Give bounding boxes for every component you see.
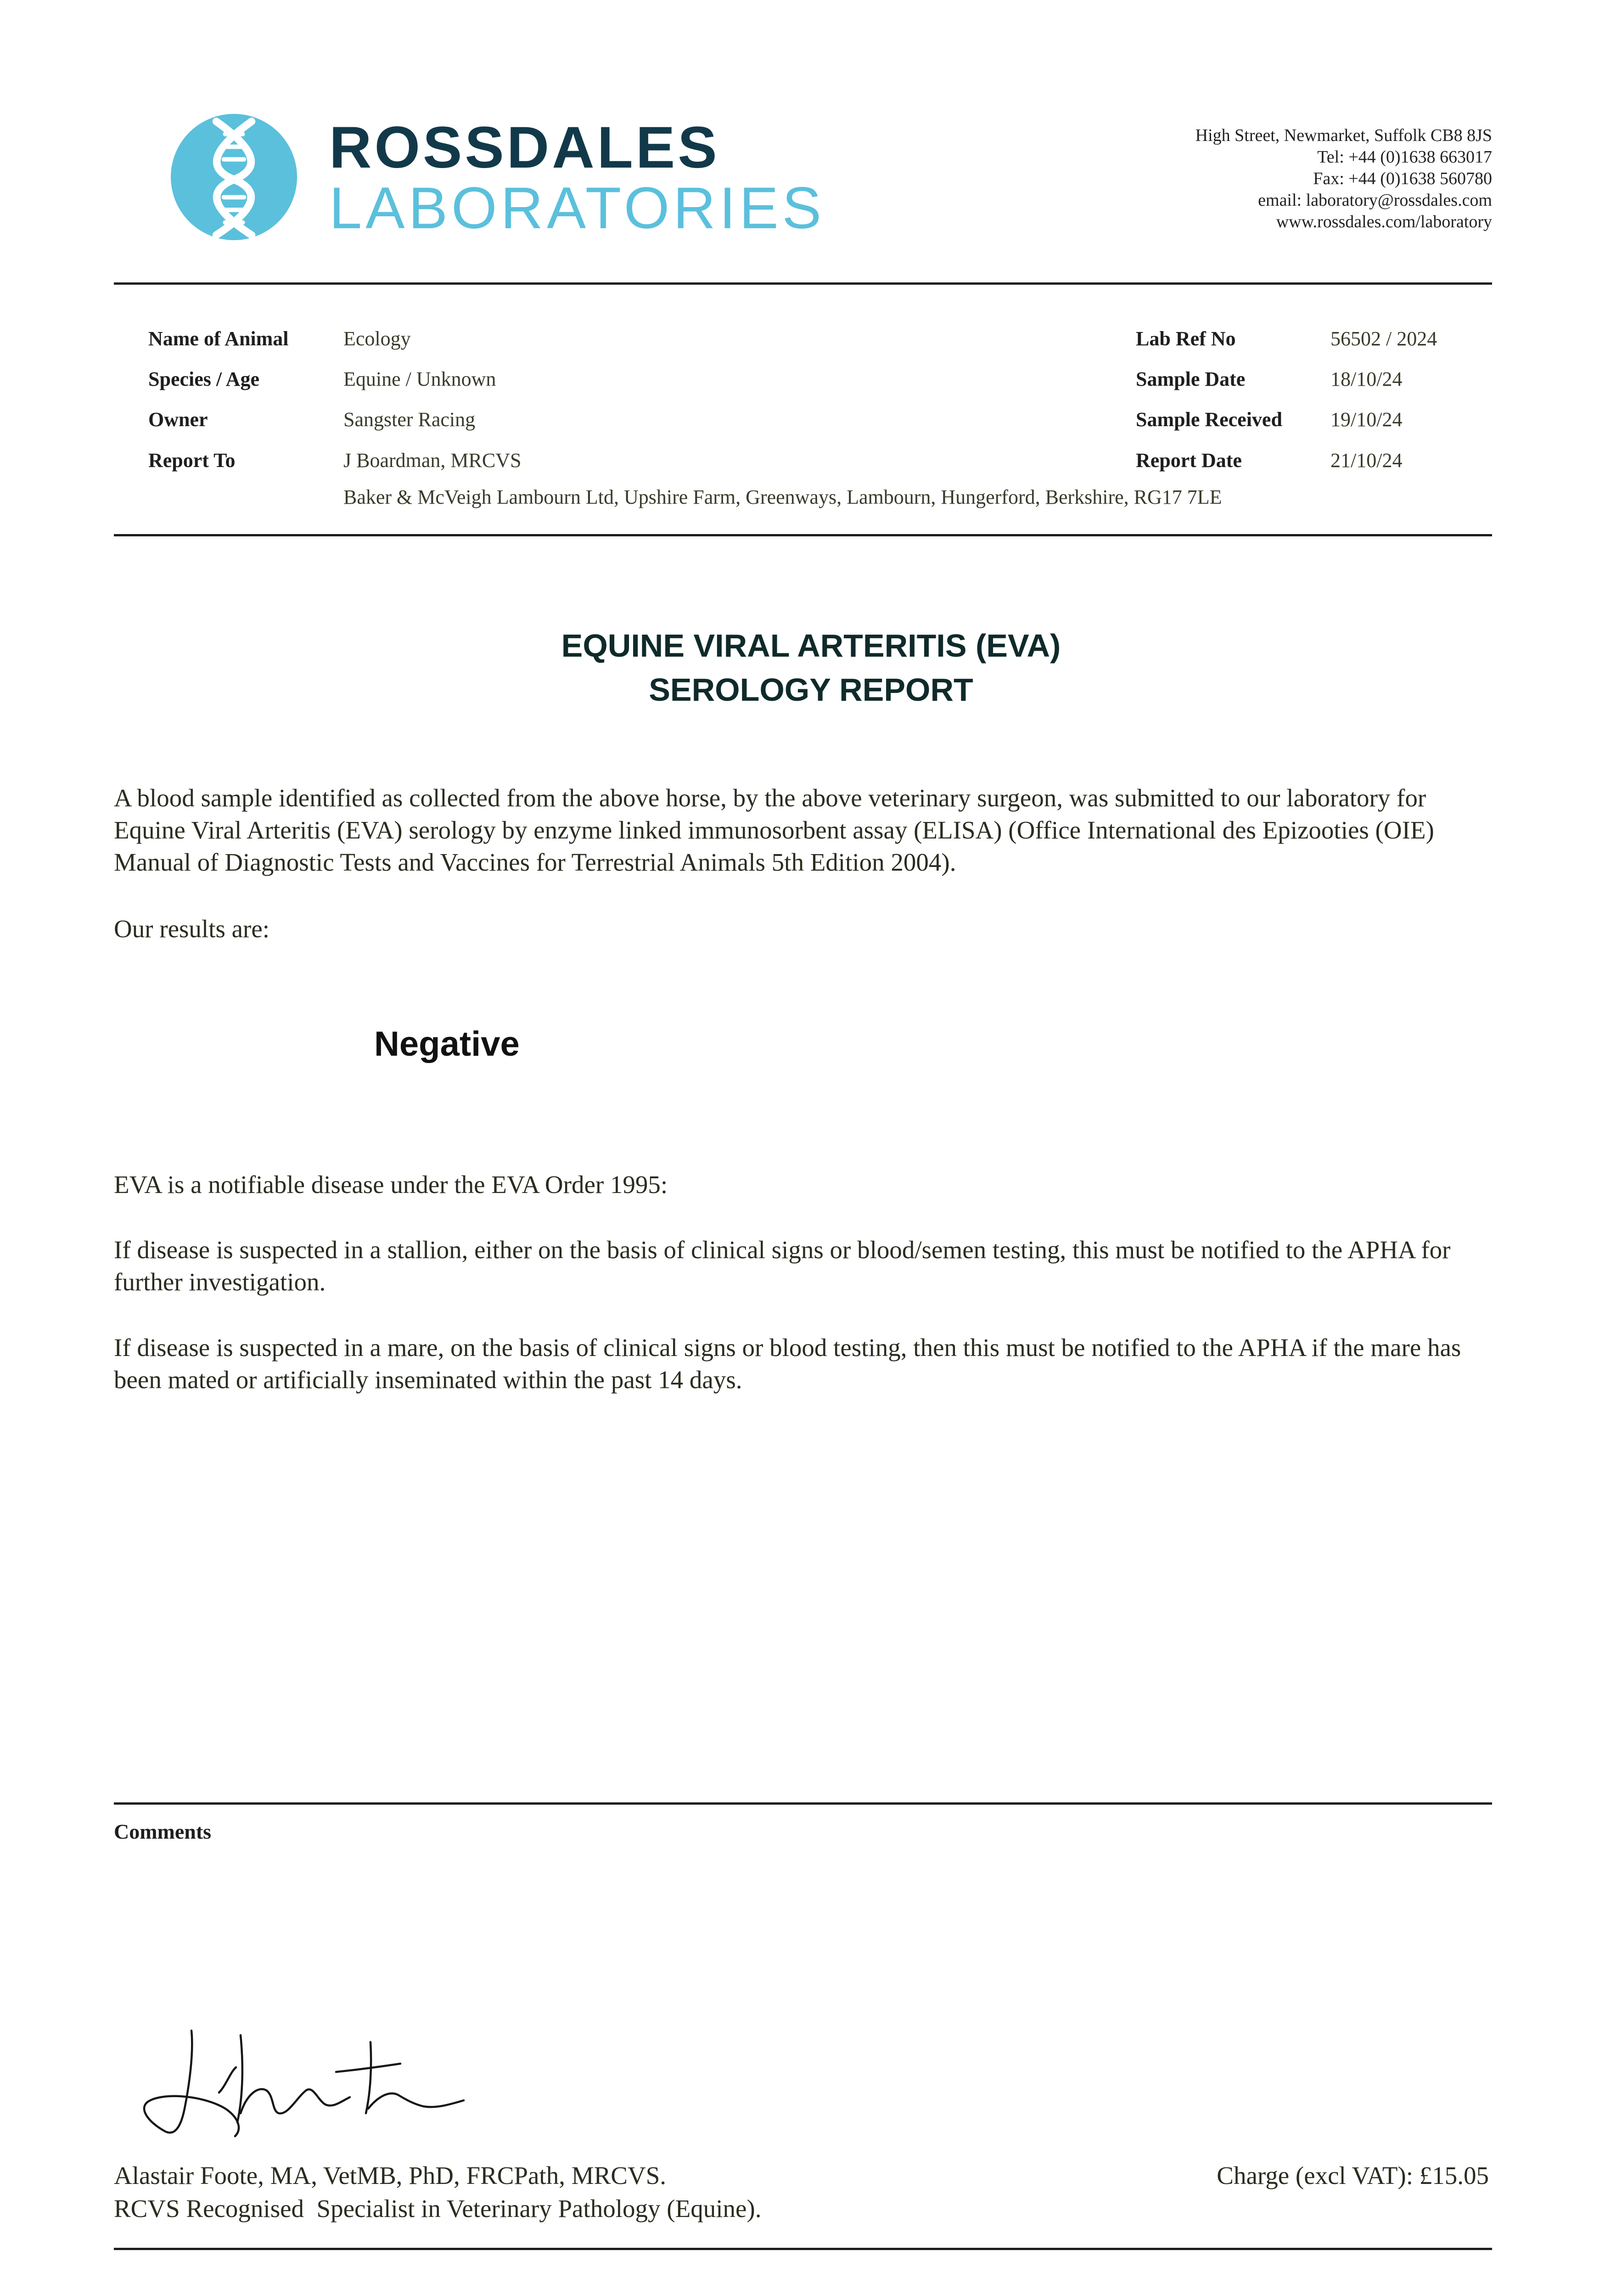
report-title-line2: SEROLOGY REPORT [649, 672, 973, 708]
lab-website: www.rossdales.com/laboratory [1276, 212, 1492, 231]
report-to-address: Baker & McVeigh Lambourn Ltd, Upshire Farm, Greenways, Lambourn, Hungerford, Berkshire, RG17 7LE [343, 486, 1222, 508]
footer-divider [114, 2248, 1492, 2250]
mare-note: If disease is suspected in a mare, on the basis of clinical signs or blood testing, then this must be notified to the APHA if the mare has been mated or artificially inseminated within the past 14 days. [114, 1334, 1461, 1394]
owner-value: Sangster Racing [343, 408, 476, 431]
lab-ref-value: 56502 / 2024 [1330, 327, 1437, 350]
lab-address: High Street, Newmarket, Suffolk CB8 8JS [1195, 126, 1492, 145]
sample-received-value: 19/10/24 [1330, 408, 1403, 431]
notifiable-statement: EVA is a notifiable disease under the EVA Order 1995: [114, 1171, 668, 1199]
signature [120, 2017, 478, 2150]
lab-ref-label: Lab Ref No [1136, 327, 1236, 350]
report-title-line1: EQUINE VIRAL ARTERITIS (EVA) [561, 628, 1061, 664]
comments-divider [114, 1802, 1492, 1805]
lab-contact-block [987, 125, 1492, 233]
animal-name-label: Name of Animal [148, 327, 289, 350]
signatory-credentials: RCVS Recognised Specialist in Veterinary Pathology (Equine). [114, 2195, 762, 2223]
lab-telephone: Tel: +44 (0)1638 663017 [1317, 147, 1492, 167]
results-intro: Our results are: [114, 915, 270, 943]
report-title [0, 624, 1622, 712]
dna-helix-icon [171, 114, 297, 240]
report-to-value: J Boardman, MRCVS [343, 449, 522, 472]
stallion-note: If disease is suspected in a stallion, either on the basis of clinical signs or blood/semen testing, this must be notified to the APHA for further investigation. [114, 1236, 1451, 1296]
report-date-value: 21/10/24 [1330, 449, 1403, 472]
brand-name-line2: LABORATORIES [329, 175, 825, 241]
lab-email: email: laboratory@rossdales.com [1258, 191, 1492, 210]
animal-name-value: Ecology [343, 327, 411, 350]
test-result: Negative [374, 1024, 520, 1064]
comments-label: Comments [114, 1820, 212, 1843]
sample-received-label: Sample Received [1136, 408, 1282, 431]
signatory-name: Alastair Foote, MA, VetMB, PhD, FRCPath, MRCVS. [114, 2161, 667, 2189]
lab-fax: Fax: +44 (0)1638 560780 [1313, 169, 1492, 188]
charge-amount: Charge (excl VAT): £15.05 [1217, 2161, 1489, 2189]
sample-date-label: Sample Date [1136, 368, 1246, 390]
details-divider [114, 534, 1492, 536]
report-date-label: Report Date [1136, 449, 1242, 472]
header-divider [114, 282, 1492, 285]
species-age-value: Equine / Unknown [343, 368, 496, 390]
species-age-label: Species / Age [148, 368, 259, 390]
report-to-label: Report To [148, 449, 236, 472]
brand-name-line1: ROSSDALES [329, 115, 720, 180]
owner-label: Owner [148, 408, 208, 431]
sample-date-value: 18/10/24 [1330, 368, 1403, 390]
intro-paragraph: A blood sample identified as collected from the above horse, by the above veterinary surgeon, was submitted to our laboratory for Equine Viral Arteritis (EVA) serology by enzyme linked immunosorbent assay (ELISA) (Office International des Epizooties (OIE) Manual of Diagnostic Tests and Vaccines for Terrestrial Animals 5th Edition 2004). [114, 784, 1434, 876]
